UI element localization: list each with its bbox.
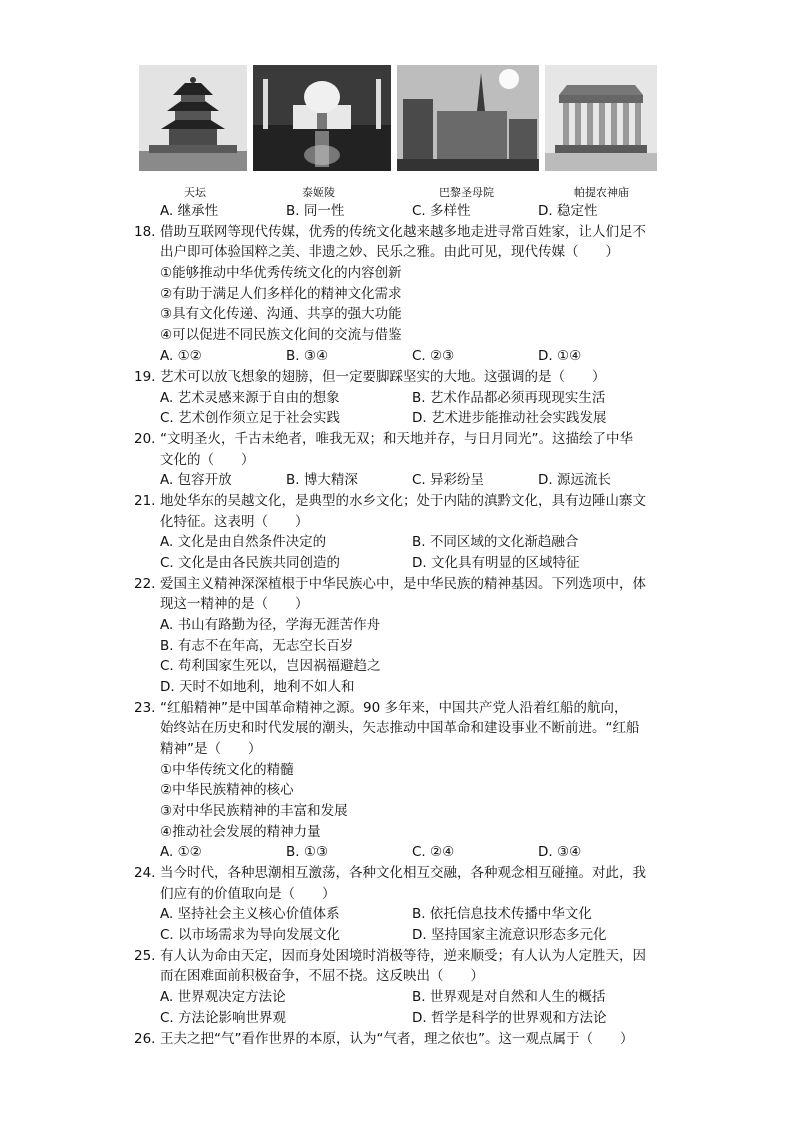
q20-option-c: C. 异彩纷呈 — [412, 472, 485, 488]
caption-temple-of-heaven: 天坛 — [184, 186, 206, 199]
q22-stem-line-2: 现这一精神的是（ ） — [160, 596, 309, 612]
q23-item-2: ②中华民族精神的核心 — [160, 782, 294, 798]
taj-mahal-image — [253, 65, 391, 171]
q18-option-a: A. ①② — [160, 348, 202, 364]
q22-number: 22. — [134, 576, 156, 592]
q23-item-3: ③对中华民族精神的丰富和发展 — [160, 803, 348, 819]
caption-notre-dame: 巴黎圣母院 — [439, 186, 494, 199]
q19-option-b: B. 艺术作品都必须再现现实生活 — [412, 390, 606, 406]
q22-option-c: C. 苟利国家生死以，岂因祸福避趋之 — [160, 658, 381, 674]
q18-item-4: ④可以促进不同民族文化间的交流与借鉴 — [160, 327, 402, 343]
q21-stem-line-2: 化特征。这表明（ ） — [160, 514, 309, 530]
q23-option-b: B. ①③ — [286, 844, 329, 860]
q24-option-a: A. 坚持社会主义核心价值体系 — [160, 906, 340, 922]
q23-option-c: C. ②④ — [412, 844, 455, 860]
q21-option-a: A. 文化是由自然条件决定的 — [160, 534, 327, 550]
q23-stem-line-3: 精神”是（ ） — [160, 741, 262, 757]
q21-option-c: C. 文化是由各民族共同创造的 — [160, 555, 341, 571]
q20-stem-line-1: “文明圣火，千古未绝者，唯我无双；和天地并存，与日月同光”。这描绘了中华 — [160, 431, 633, 447]
q18-option-b: B. ③④ — [286, 348, 329, 364]
q22-option-d: D. 天时不如地利，地利不如人和 — [160, 679, 355, 695]
q23-stem-line-1: “红船精神”是中国革命精神之源。90 多年来，中国共产党人沿着红船的航向， — [160, 700, 628, 716]
q18-number: 18. — [134, 224, 156, 240]
caption-taj-mahal: 泰姬陵 — [302, 186, 335, 199]
landmark-image-row — [139, 65, 657, 173]
q18-option-d: D. ①④ — [538, 348, 582, 364]
q23-option-d: D. ③④ — [538, 844, 582, 860]
temple-of-heaven-image — [139, 65, 247, 171]
q26-stem-line-1: 王夫之把“气”看作世界的本原，认为“气者，理之依也”。这一观点属于（ ） — [160, 1031, 634, 1047]
q24-stem-line-2: 们应有的价值取向是（ ） — [160, 886, 336, 902]
q23-number: 23. — [134, 700, 156, 716]
q20-option-b: B. 博大精深 — [286, 472, 358, 488]
q19-number: 19. — [134, 369, 156, 385]
q18-stem-line-2: 出户即可体验国粹之美、非遗之妙、民乐之雅。由此可见，现代传媒（ ） — [160, 244, 619, 260]
q23-item-4: ④推动社会发展的精神力量 — [160, 824, 321, 840]
q17-option-c: C. 多样性 — [412, 203, 471, 219]
q25-option-a: A. 世界观决定方法论 — [160, 989, 286, 1005]
q18-item-2: ②有助于满足人们多样化的精神文化需求 — [160, 286, 402, 302]
q19-option-d: D. 艺术进步能推动社会实践发展 — [412, 410, 607, 426]
q19-option-a: A. 艺术灵感来源于自由的想象 — [160, 390, 340, 406]
q20-option-a: A. 包容开放 — [160, 472, 232, 488]
q24-number: 24. — [134, 865, 156, 881]
q23-item-1: ①中华传统文化的精髓 — [160, 762, 294, 778]
q23-stem-line-2: 始终站在历史和时代发展的潮头，矢志推动中国革命和建设事业不断前进。“红船 — [160, 720, 640, 736]
q22-option-a: A. 书山有路勤为径，学海无涯苦作舟 — [160, 617, 381, 633]
q18-option-c: C. ②③ — [412, 348, 455, 364]
q19-stem-line-1: 艺术可以放飞想象的翅膀，但一定要脚踩坚实的大地。这强调的是（ ） — [160, 369, 606, 385]
q26-number: 26. — [134, 1031, 156, 1047]
q21-option-d: D. 文化具有明显的区域特征 — [412, 555, 580, 571]
q23-option-a: A. ①② — [160, 844, 202, 860]
q17-option-d: D. 稳定性 — [538, 203, 598, 219]
q24-option-b: B. 依托信息技术传播中华文化 — [412, 906, 592, 922]
q25-stem-line-1: 有人认为命由天定，因而身处困境时消极等待，逆来顺受；有人认为人定胜天，因 — [160, 948, 646, 964]
q17-option-a: A. 继承性 — [160, 203, 219, 219]
q21-number: 21. — [134, 493, 156, 509]
q24-option-c: C. 以市场需求为导向发展文化 — [160, 927, 341, 943]
q24-stem-line-1: 当今时代，各种思潮相互激荡，各种文化相互交融，各种观念相互碰撞。对此，我 — [160, 865, 646, 881]
q25-option-d: D. 哲学是科学的世界观和方法论 — [412, 1010, 607, 1026]
q18-item-3: ③具有文化传递、沟通、共享的强大功能 — [160, 306, 402, 322]
notre-dame-image — [397, 65, 539, 171]
q25-option-b: B. 世界观是对自然和人生的概括 — [412, 989, 606, 1005]
q19-option-c: C. 艺术创作须立足于社会实践 — [160, 410, 341, 426]
caption-parthenon: 帕提农神庙 — [574, 186, 629, 199]
q25-number: 25. — [134, 948, 156, 964]
q24-option-d: D. 坚持国家主流意识形态多元化 — [412, 927, 607, 943]
q20-option-d: D. 源远流长 — [538, 472, 611, 488]
q18-item-1: ①能够推动中华优秀传统文化的内容创新 — [160, 265, 402, 281]
q18-stem-line-1: 借助互联网等现代传媒，优秀的传统文化越来越多地走进寻常百姓家，让人们足不 — [160, 224, 646, 240]
parthenon-image — [545, 65, 657, 171]
q20-stem-line-2: 文化的（ ） — [160, 452, 255, 468]
q22-option-b: B. 有志不在年高，无志空长百岁 — [160, 638, 354, 654]
q17-option-b: B. 同一性 — [286, 203, 345, 219]
q25-option-c: C. 方法论影响世界观 — [160, 1010, 287, 1026]
q20-number: 20. — [134, 431, 156, 447]
q21-option-b: B. 不同区域的文化渐趋融合 — [412, 534, 579, 550]
q21-stem-line-1: 地处华东的吴越文化，是典型的水乡文化；处于内陆的滇黔文化，具有边陲山寨文 — [160, 493, 646, 509]
q25-stem-line-2: 而在困难面前积极奋争，不屈不挠。这反映出（ ） — [160, 968, 484, 984]
q22-stem-line-1: 爱国主义精神深深植根于中华民族心中，是中华民族的精神基因。下列选项中，体 — [160, 576, 646, 592]
